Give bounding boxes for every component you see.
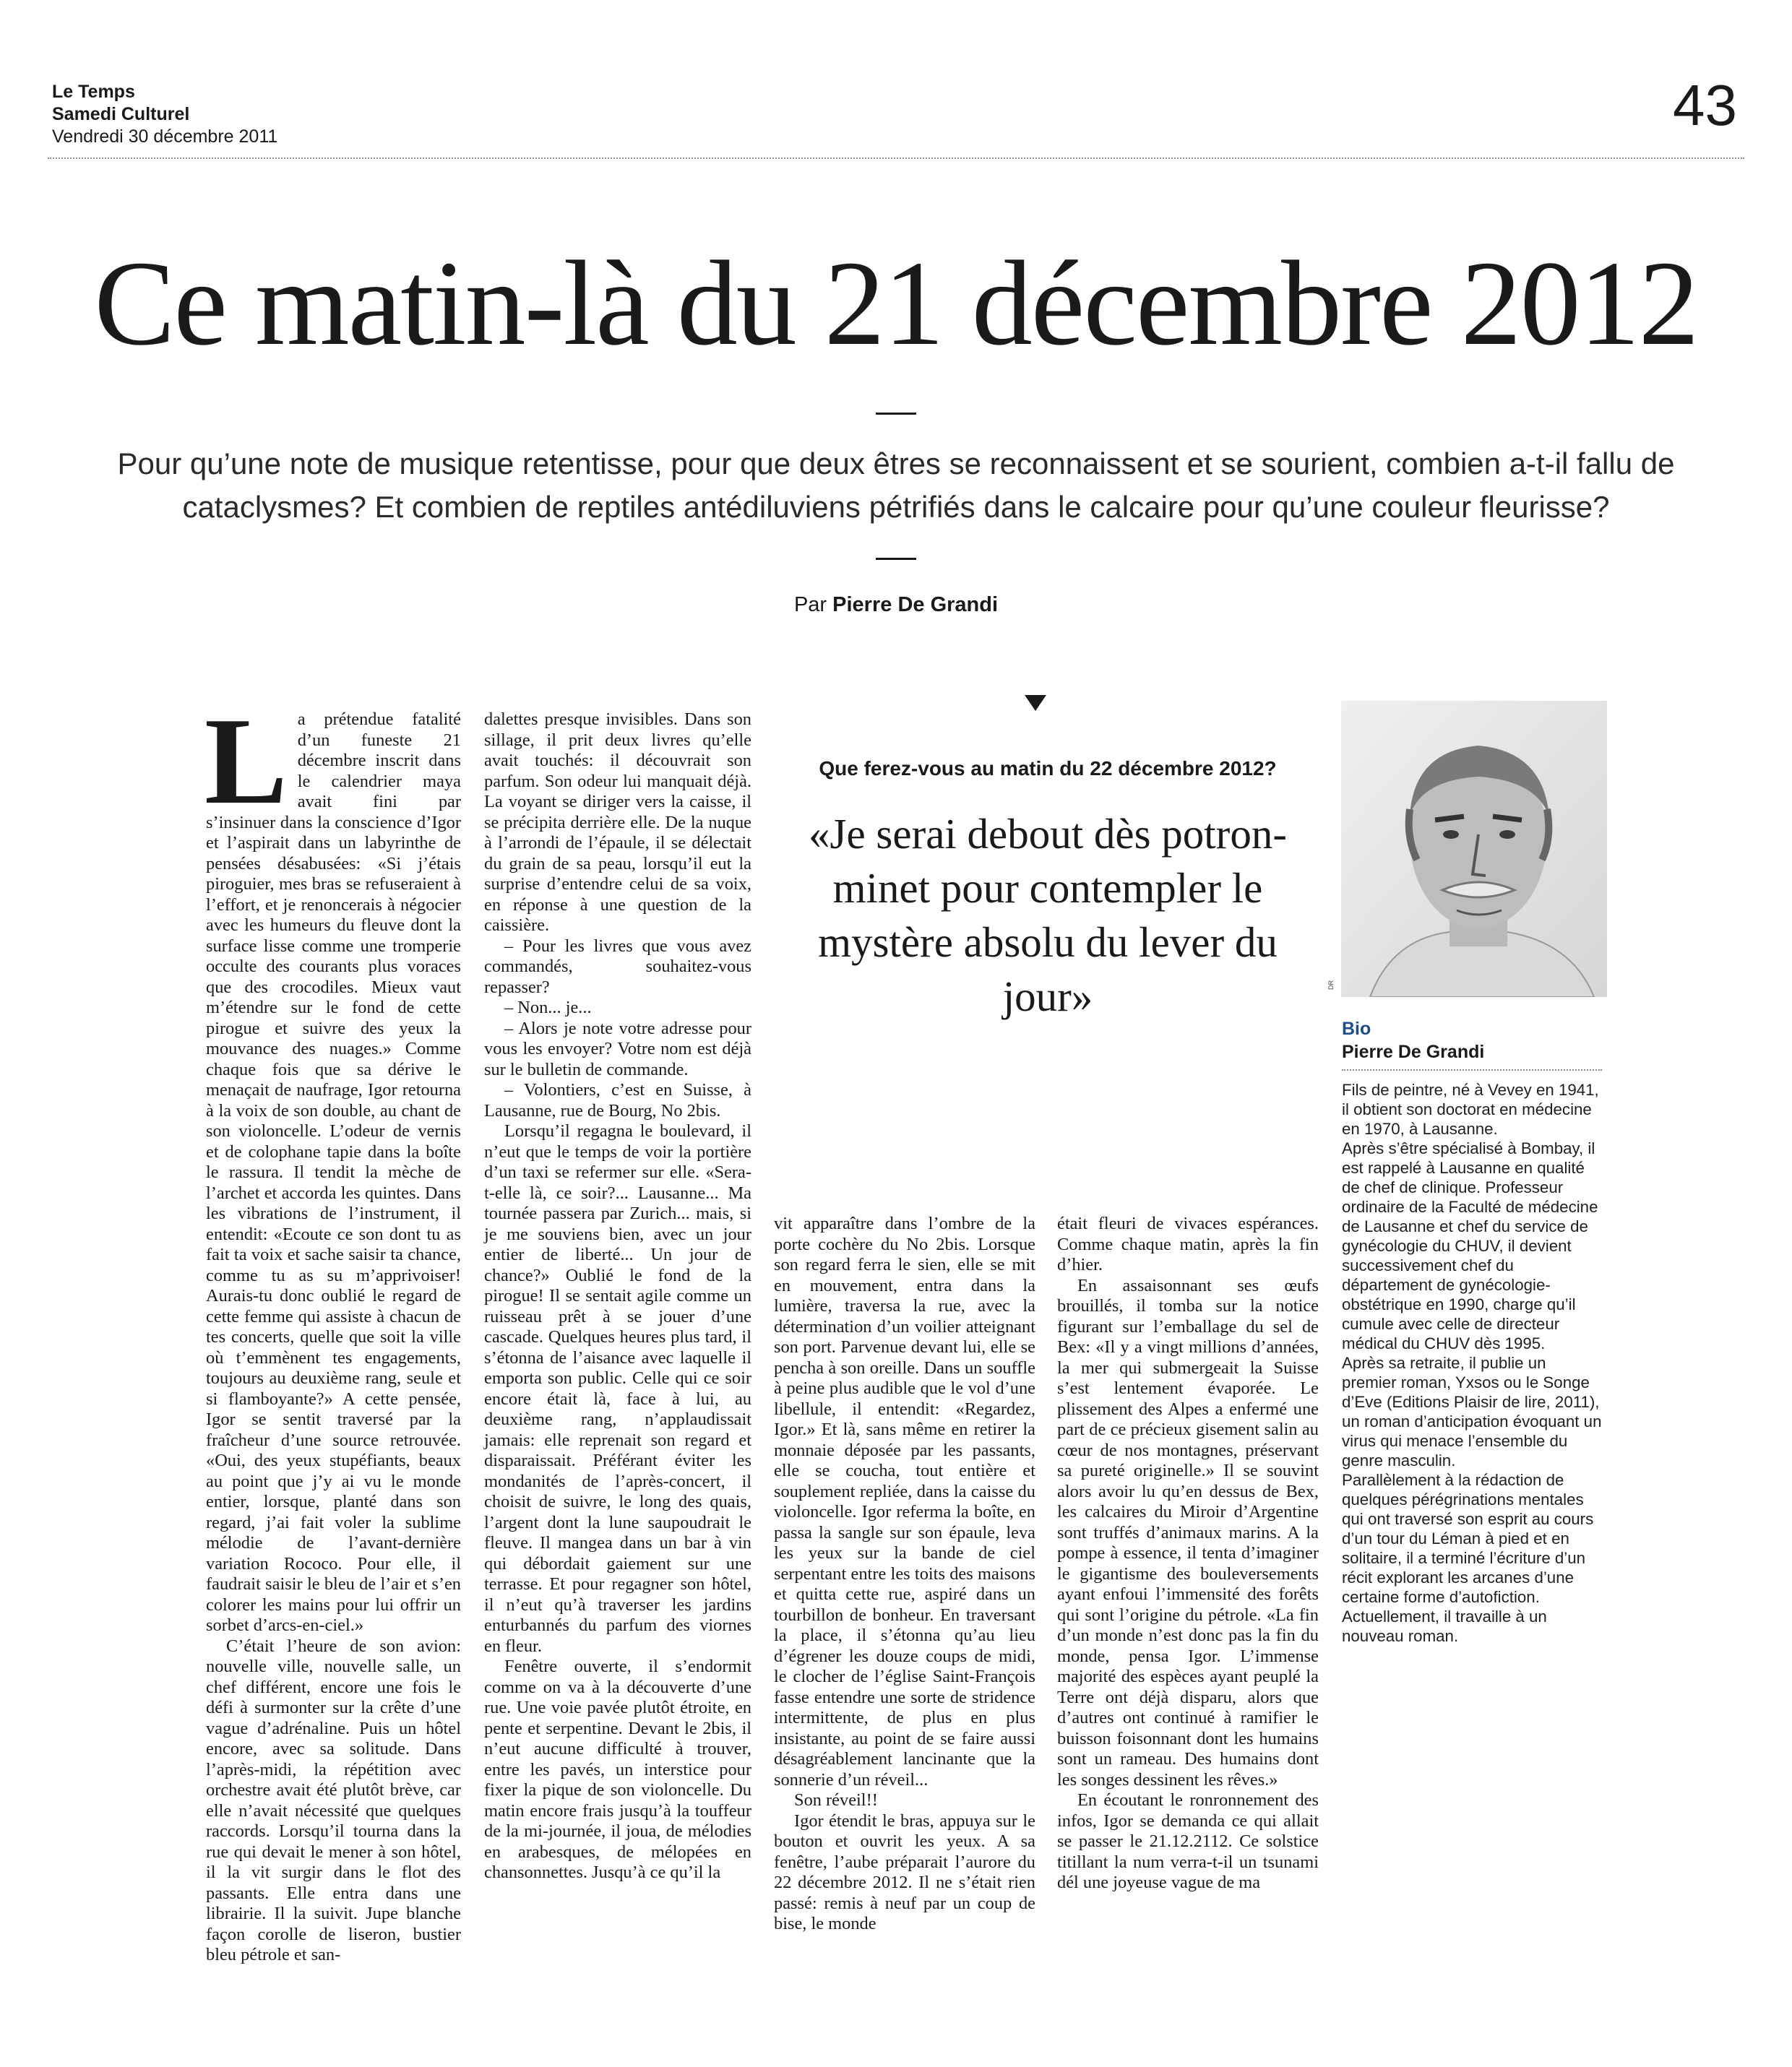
headline-dash-divider — [876, 413, 916, 415]
bio-paragraph: Après s’être spécialisé à Bombay, il est rappelé à Lausanne en qualité de chef de clinique. Professeur ordinaire de la Faculté de médecine de Lausanne et chef du service de gynécologie du CHUV, il devient successivement chef du département de gynécologie-obstétrique en 1990, charge qu’il cumule avec celle de directeur médical du CHUV dès 1995. — [1342, 1139, 1598, 1352]
byline — [0, 593, 1792, 617]
bio-paragraph: Fils de peintre, né à Vevey en 1941, il obtient son doctorat en médecine en 1970, à Lausanne. — [1342, 1081, 1599, 1138]
lead-dash-divider — [876, 558, 916, 560]
dialogue-line: – Volontiers, c’est en Suisse, à Lausanne, rue de Bourg, No 2bis. — [484, 1080, 751, 1121]
paragraph: En écoutant le ronronnement des infos, Igor se demanda ce qui allait se passer le 21.12.2112. Ce solstice titillant la num verra-t-il un tsunami dél une joyeuse vague de ma — [1057, 1790, 1319, 1892]
author-portrait-photo — [1341, 701, 1607, 997]
triangle-down-icon — [1025, 695, 1046, 711]
bio-text — [1342, 1080, 1603, 1646]
dialogue-line: – Alors je note votre adresse pour vous les envoyer? Votre nom est déjà sur le bulletin de commande. — [484, 1018, 751, 1079]
byline-prefix: Par — [793, 593, 827, 616]
drop-cap: L — [204, 693, 288, 830]
article-headline: Ce matin-là du 21 décembre 2012 — [94, 236, 1698, 371]
article-column-2 — [484, 709, 751, 1883]
issue-date: Vendredi 30 décembre 2011 — [52, 126, 278, 147]
paragraph: dalettes presque invisibles. Dans son sillage, il prit deux livres qu’elle avait touchés: il découvrait son parfum. Son odeur lui manquait déjà. La voyant se diriger vers la caisse, il se précipita derrière elle. De la nuque à l’arrondi de l’épaule, il se délectait du grain de sa peau, lorsqu’il eut la surprise d’entendre celui de sa voix, en réponse à une question de la caissière. — [484, 709, 751, 935]
paragraph: Son réveil!! — [794, 1790, 878, 1810]
paragraph: C’était l’heure de son avion: nouvelle ville, nouvelle salle, un chef différent, encore une fois le défi à surmonter sur la crête d’une vague d’adrénaline. Puis un hôtel encore, avec sa solitude. Dans l’après-midi, la répétition avec orchestre avait été plutôt brève, car elle n’avait nécessité que quelques raccords. Lorsqu’il tourna dans la rue qui devait le mener à son hôtel, il la vit surgir dans le flot des passants. Elle entra dans une librairie. Il la suivit. Jupe blanche façon corolle de liseron, bustier bleu pétrole et san- — [206, 1636, 461, 1964]
bio-paragraph: Après sa retraite, il publie un premier roman, Yxsos ou le Songe d’Eve (Editions Plaisir de lire, 2011), un roman d’anticipation évoquant un virus qui menace l’ensemble du genre masculin. — [1342, 1354, 1602, 1470]
header-divider — [48, 157, 1744, 159]
section-name: Samedi Culturel — [52, 104, 190, 124]
newspaper-name: Le Temps — [52, 82, 135, 102]
paragraph: Fenêtre ouverte, il s’endormit comme on va à la découverte d’une rue. Une voie pavée plutôt étroite, en pente et serpentine. Devant le 2bis, il n’eut aucune difficulté à trouver, entre les pavés, un interstice pour fixer la pique de son violoncelle. Du matin encore frais jusqu’à la touffeur de la mi-journée, il joua, de mélodies en arabesques, de mélopées en chansonnettes. Jusqu’à ce qu’il la — [484, 1657, 751, 1882]
article-lead: Pour qu’une note de musique retentisse, pour que deux êtres se reconnaissent et se sourient, combien a-t-il fallu de cataclysmes? Et combien de reptiles antédiluviens pétrifiés dans le calcaire pour qu’une couleur fleurisse? — [117, 446, 1675, 524]
pullquote-answer: «Je serai debout dès potron-minet pour contempler le mystère absolu du lever du jour» — [809, 810, 1287, 1020]
bio-name: Pierre De Grandi — [1342, 1042, 1602, 1071]
paragraph: En assaisonnant ses œufs brouillés, il tomba sur la notice figurant sur l’emballage du sel de Bex: «Il y a vingt millions d’années, la mer qui submergeait la Suisse s’est lentement évaporée. Le plissement des Alpes a enfermé une part de ce précieux gisement salin au cœur de nos montagnes, préservant sa pureté originelle.» Il se souvint alors avoir lu qu’en dessus de Bex, les calcaires du Miroir d’Argentine sont truffés d’animaux marins. A la pompe à essence, il tenta d’imaginer le gigantisme des bouleversements ayant enfoui l’immensité des forêts qui sont l’origine du pétrole. «La fin d’un monde n’est donc pas la fin du monde, pensa Igor. L’immense majorité des espèces ayant peuplé la Terre ont déjà disparu, alors que d’autres ont continué à ramifier le buisson foisonnant dont les humains sont un rameau. Des humains dont les songes dessinent les rêves.» — [1057, 1275, 1319, 1790]
paragraph: Igor étendit le bras, appuya sur le bouton et ouvrit les yeux. A sa fenêtre, l’aube préparait l’aurore du 22 décembre 2012. Il ne s’était rien passé: remis à neuf par un coup de bise, le monde — [774, 1811, 1035, 1933]
page-number: 43 — [1673, 73, 1737, 137]
byline-author: Pierre De Grandi — [832, 593, 999, 616]
article-column-3 — [774, 1214, 1035, 1935]
masthead — [52, 81, 277, 148]
dialogue-line: – Non... je... — [504, 998, 592, 1017]
bio-label: Bio — [1342, 1019, 1371, 1039]
pullquote-question: Que ferez-vous au matin du 22 décembre 2012? — [819, 757, 1277, 780]
paragraph: était fleuri de vivaces espérances. Comme chaque matin, après la fin d’hier. — [1057, 1214, 1319, 1274]
paragraph: Lorsqu’il regagna le boulevard, il n’eut que le temps de voir la portière d’un taxi se refermer sur elle. «Sera-t-elle là, ce soir?... Lausanne... Ma tournée passera par Zurich... mais, si je me souviens bien, avec un jour entier de liberté... Un jour de chance?» Oublié le fond de la pirogue! Il se sentait agile comme un ruisseau prêt à se jouer d’une cascade. Quelques heures plus tard, il s’étonna de l’aisance avec laquelle il emporta son public. Celle qui ce soir encore était là, face à lui, au deuxième rang, n’applaudissait jamais: elle reprenait son regard et disparaissait. Préférant éviter les mondanités de l’après-concert, il choisit de suivre, le long des quais, l’argent dont la lune saupoudrait le fleuve. Il mangea dans un bar à vin qui débordait gaiement sur une terrasse. Et pour regagner son hôtel, il n’eut qu’à traverser les jardins enturbannés du parfum des viornes en fleur. — [484, 1121, 751, 1656]
paragraph: a prétendue fatalité d’un funeste 21 décembre inscrit dans le calendrier maya avait fini par s’insinuer dans la conscience d’Igor et l’aspirait dans un labyrinthe de pensées désabusées: «Si j’étais piroguier, mes bras se refuseraient à l’effort, et je renoncerais à négocier avec les humeurs du fleuve dont la surface lisse comme une tromperie occulte des courants plus voraces que des crocodiles. Mieux vaut m’étendre sur le fond de cette pirogue et suivre des yeux la mouvance des nuages.» Comme chaque fois que sa dérive le menaçait de naufrage, Igor retourna à la voix de son double, au chant de son violoncelle. L’odeur de vernis et de colophane tapie dans la boîte le rassura. Il tendit la mèche de l’archet et accorda les quintes. Dans les vibrations de l’instrument, il entendit: «Ecoute ce son dont tu as fait ta voix et sache saisir ta chance, comme tu as su m’apprivoiser! Aurais-tu donc oublié le regard de cette femme qui assiste à chacun de tes concerts, quelle que soit la ville où t’emmènent tes engagements, toujours au deuxième rang, seule et si flamboyante?» A cette pensée, Igor se sentit traversé par la fraîcheur d’une source retrouvée. «Oui, des yeux stupéfiants, beaux au point que j’y ai vu le monde entier, lorsque, planté dans son regard, j’ai fait voler la sublime mélodie de l’avant-dernière variation Rococo. Pour elle, il faudrait saisir le bleu de l’air et s’en colorer les mains pour lui offrir un sorbet d’arcs-en-ciel.» — [206, 709, 461, 1635]
photo-credit: DR — [1327, 980, 1335, 990]
article-column-4 — [1057, 1214, 1319, 1894]
bio-paragraph: Parallèlement à la rédaction de quelques pérégrinations mentales qui ont traversé son esprit au cours d’un tour du Léman à pied et en solitaire, il a terminé l’écriture d’un récit explorant les arcanes d’une certaine forme d’autofiction. Actuellement, il travaille à un nouveau roman. — [1342, 1471, 1594, 1645]
dialogue-line: – Pour les livres que vous avez commandés, souhaitez-vous repasser? — [484, 936, 751, 997]
paragraph: vit apparaître dans l’ombre de la porte cochère du No 2bis. Lorsque son regard ferra le sien, elle se mit en mouvement, entra dans la lumière, traversa la rue, avec la détermination d’un voilier atteignant son port. Parvenue devant lui, elle se pencha à son oreille. Dans un souffle à peine plus audible que le vol d’une libellule, il entendit: «Regardez, Igor.» Et là, sans même en retirer la monnaie déposée par les passants, elle se coucha, tout entière et souplement repliée, dans la caisse du violoncelle. Igor referma la boîte, en passa la sangle sur son épaule, leva les yeux sur la bande de ciel serpentant entre les toits des maisons et quitta cette rue, aspiré dans un tourbillon de bonheur. En traversant la place, il s’étonna qu’au lieu d’égrener les douze coups de midi, le clocher de l’église Saint-François fasse entendre une sorte de stridence intermittente, de plus en plus insistante, au point de se faire aussi désagréablement lancinante que la sonnerie d’un réveil... — [774, 1214, 1035, 1790]
article-column-1 — [204, 693, 461, 1966]
